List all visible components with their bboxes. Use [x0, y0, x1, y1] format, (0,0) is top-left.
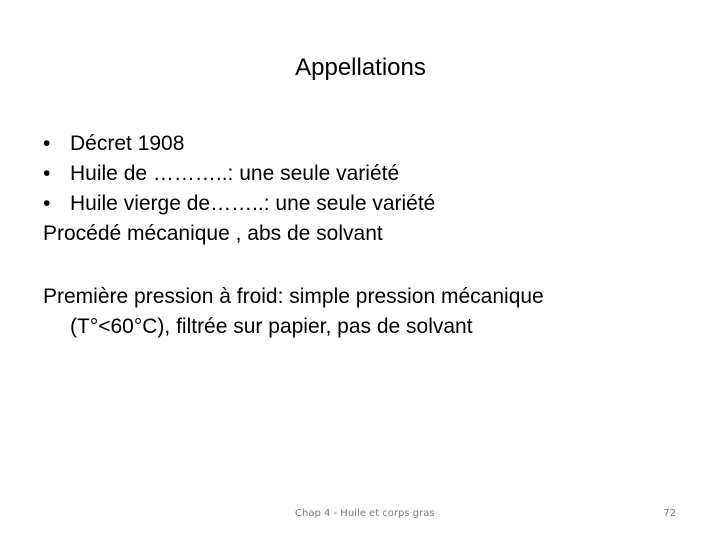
- paragraph-line-2: (T°<60°C), filtrée sur papier, pas de solvant: [70, 315, 473, 338]
- bullet-text: Décret 1908: [70, 132, 185, 155]
- bullet-item: [43, 159, 683, 189]
- page-number: 72: [663, 508, 676, 519]
- bullet-item: [43, 129, 683, 159]
- paragraph-line-1: Première pression à froid: simple pression mécanique: [43, 285, 544, 308]
- footer-chapter-text: Chap 4 - Huile et corps gras: [295, 508, 435, 519]
- slide-title: [0, 52, 720, 84]
- slide-title-text: Appellations: [295, 54, 426, 81]
- slide-content: [43, 129, 683, 342]
- bullet-text: Huile vierge de……..: une seule variété: [70, 192, 436, 215]
- first-pressing-paragraph: [43, 282, 683, 342]
- bullet-icon: •: [43, 192, 51, 215]
- bullet-icon: •: [43, 162, 51, 185]
- bullet-item: [43, 189, 683, 219]
- process-line: Procédé mécanique , abs de solvant: [43, 222, 383, 245]
- slide-footer: [0, 508, 720, 524]
- bullet-icon: •: [43, 132, 51, 155]
- bullet-text: Huile de ………..: une seule variété: [70, 162, 400, 185]
